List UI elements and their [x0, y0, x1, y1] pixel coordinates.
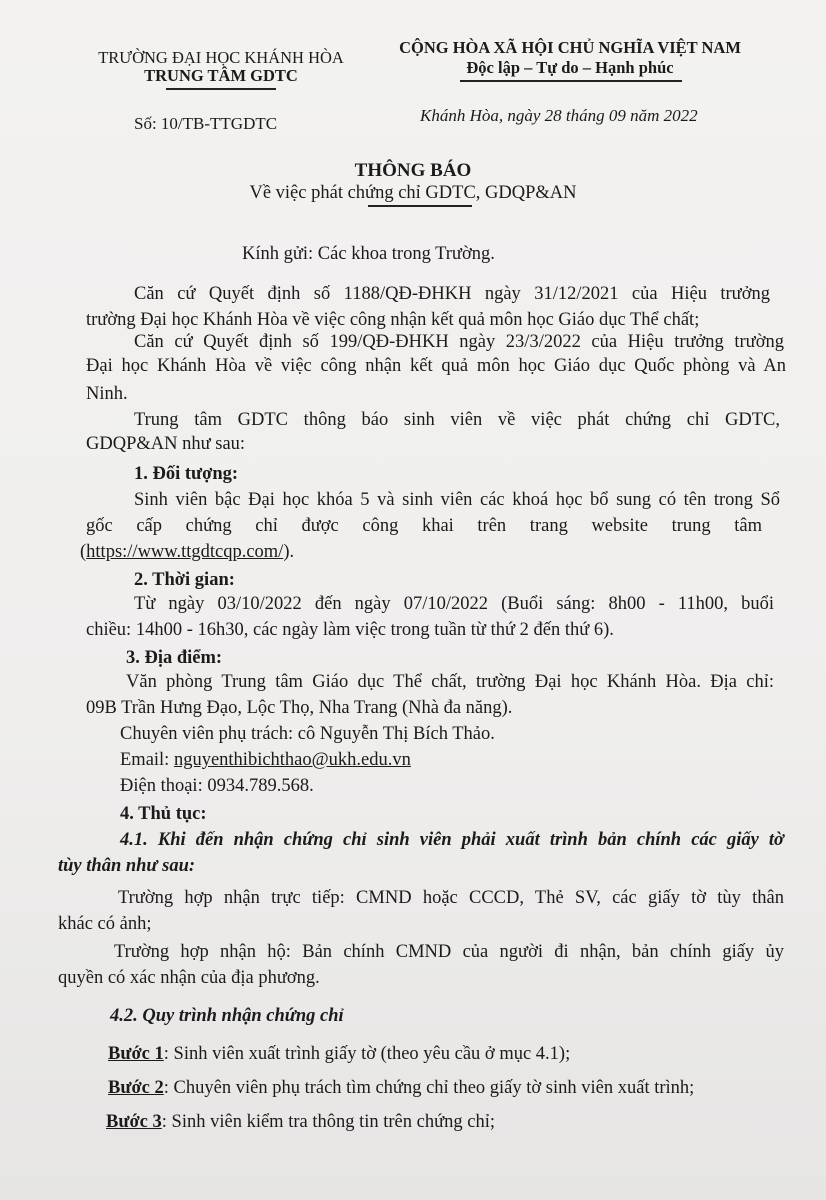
contact-email-line [120, 750, 411, 771]
paragraph-3-line-1: Trung tâm GDTC thông báo sinh viên về việc phát chứng chỉ GDTC, [134, 410, 780, 430]
section-3-heading: 3. Địa điểm: [126, 648, 223, 668]
section-2-heading: 2. Thời gian: [134, 570, 235, 590]
link-close-paren: ). [283, 542, 295, 562]
case-proxy-line-1: Trường hợp nhận hộ: Bản chính CMND của người đi nhận, bản chính giấy ủy [114, 942, 784, 962]
section-3-line-3: Chuyên viên phụ trách: cô Nguyễn Thị Bích Thảo. [120, 724, 495, 744]
section-1-line-3 [80, 542, 294, 563]
document-number: Số: 10/TB-TTGDTC [134, 114, 278, 133]
paragraph-2-line-1: Căn cứ Quyết định số 199/QĐ-ĐHKH ngày 23/3/2022 của Hiệu trưởng trường [134, 332, 784, 352]
step-1-text: : Sinh viên xuất trình giấy tờ (theo yêu cầu ở mục 4.1); [163, 1044, 571, 1064]
paragraph-1-line-2: trường Đại học Khánh Hòa về việc công nhận kết quả môn học Giáo dục Thể chất; [86, 310, 700, 330]
section-1-line-1: Sinh viên bậc Đại học khóa 5 và sinh viên các khoá học bổ sung có tên trong Sổ [134, 490, 780, 510]
paragraph-2-line-2: Đại học Khánh Hòa về việc công nhận kết quả môn học Giáo dục Quốc phòng và An [86, 356, 786, 376]
document-title: THÔNG BÁO [354, 160, 472, 181]
step-3-label: Bước 3 [106, 1112, 162, 1132]
section-4-2-heading: 4.2. Quy trình nhận chứng chỉ [110, 1006, 344, 1026]
subtitle-underline [368, 205, 472, 207]
section-2-line-2: chiều: 14h00 - 16h30, các ngày làm việc trong tuần từ thứ 2 đến thứ 6). [86, 620, 614, 640]
section-3-line-2: 09B Trần Hưng Đạo, Lộc Thọ, Nha Trang (Nhà đa năng). [86, 698, 513, 718]
section-4-1-line-2: tùy thân như sau: [58, 856, 196, 876]
case-direct-line-2: khác có ảnh; [58, 914, 152, 934]
paragraph-1-line-1: Căn cứ Quyết định số 1188/QĐ-ĐHKH ngày 31/12/2021 của Hiệu trưởng [134, 284, 770, 304]
case-direct-line-1: Trường hợp nhận trực tiếp: CMND hoặc CCCD, Thẻ SV, các giấy tờ tùy thân [118, 888, 784, 908]
institution-name: TRƯỜNG ĐẠI HỌC KHÁNH HÒA [98, 48, 344, 67]
document-subtitle: Về việc phát chứng chỉ GDTC, GDQP&AN [249, 183, 577, 203]
paragraph-3-line-2: GDQP&AN như sau: [86, 434, 246, 454]
national-motto: Độc lập – Tự do – Hạnh phúc [466, 58, 674, 77]
greeting: Kính gửi: Các khoa trong Trường. [242, 244, 495, 264]
section-4-1-line-1: 4.1. Khi đến nhận chứng chỉ sinh viên phải xuất trình bản chính các giấy tờ [120, 830, 784, 850]
section-1-heading: 1. Đối tượng: [134, 464, 239, 484]
step-2-label: Bước 2 [108, 1078, 164, 1098]
step-3-text: : Sinh viên kiểm tra thông tin trên chứng chỉ; [161, 1112, 495, 1132]
contact-phone: Điện thoại: 0934.789.568. [120, 776, 314, 796]
section-2-line-1: Từ ngày 03/10/2022 đến ngày 07/10/2022 (Buổi sáng: 8h00 - 11h00, buổi [134, 594, 774, 614]
step-2-text: : Chuyên viên phụ trách tìm chứng chỉ theo giấy tờ sinh viên xuất trình; [163, 1078, 695, 1098]
step-2 [108, 1078, 694, 1099]
section-1-line-2: gốc cấp chứng chỉ được công khai trên trang website trung tâm [86, 516, 762, 536]
department-underline [166, 88, 276, 90]
national-title: CỘNG HÒA XÃ HỘI CHỦ NGHĨA VIỆT NAM [399, 38, 741, 57]
link-open-paren: ( [80, 542, 87, 562]
section-4-heading: 4. Thủ tục: [120, 804, 207, 824]
paragraph-2-line-3: Ninh. [86, 384, 128, 404]
step-1-label: Bước 1 [108, 1044, 164, 1064]
email-label: Email: [120, 750, 174, 770]
website-link[interactable]: https://www.ttgdtcqp.com/ [86, 542, 284, 562]
section-3-line-1: Văn phòng Trung tâm Giáo dục Thể chất, trường Đại học Khánh Hòa. Địa chỉ: [126, 672, 774, 692]
department-name: TRUNG TÂM GDTC [144, 66, 298, 85]
case-proxy-line-2: quyền có xác nhận của địa phương. [58, 968, 320, 988]
email-link[interactable]: nguyenthibichthao@ukh.edu.vn [173, 750, 411, 770]
step-3 [106, 1112, 495, 1133]
motto-underline [460, 80, 682, 82]
step-1 [108, 1044, 570, 1065]
place-date: Khánh Hòa, ngày 28 tháng 09 năm 2022 [420, 106, 698, 125]
